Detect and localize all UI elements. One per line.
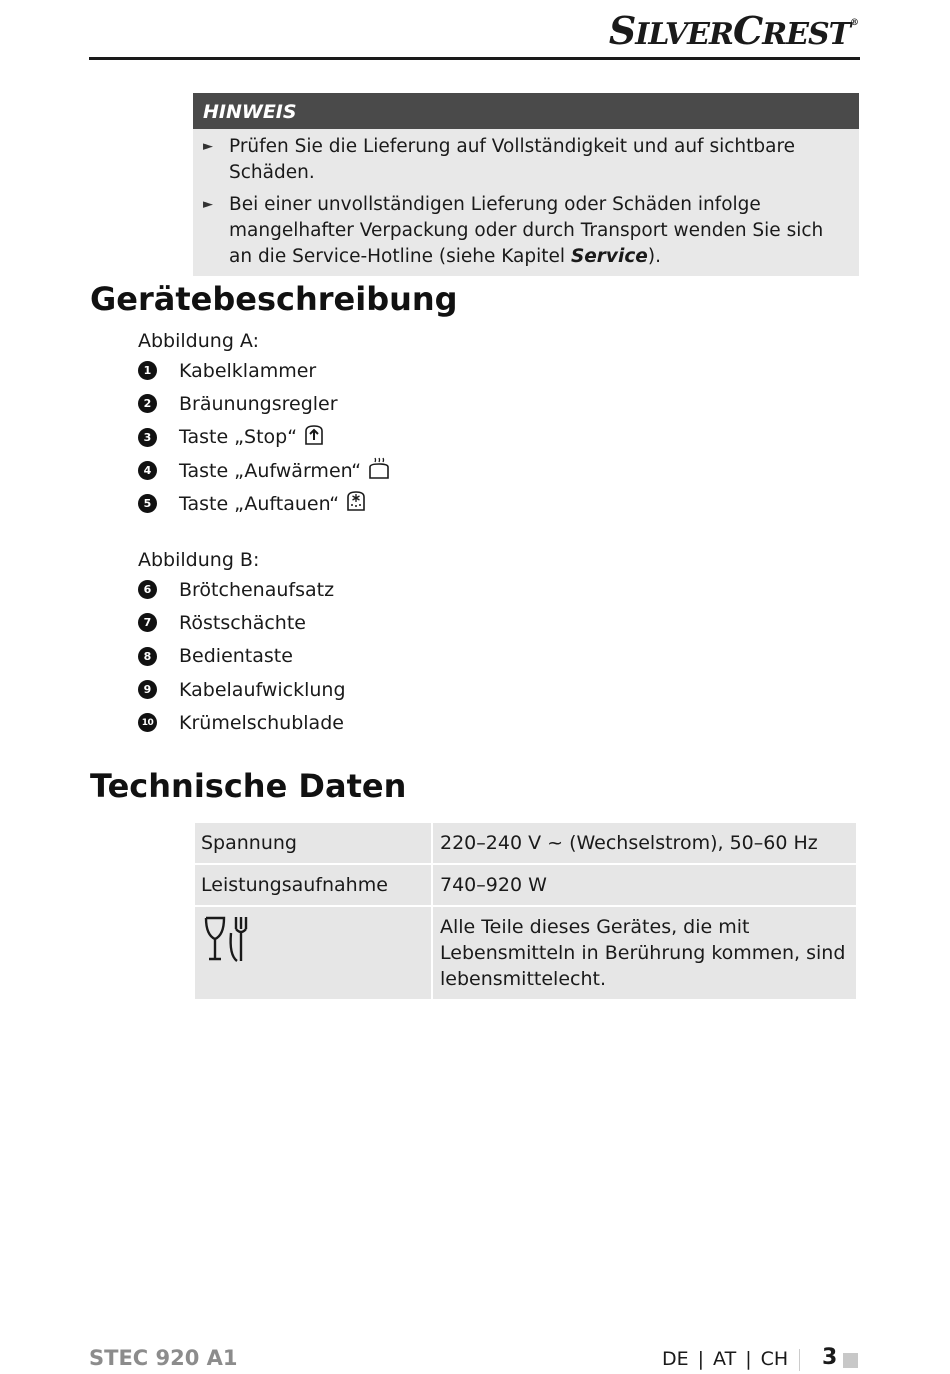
list-item [138, 673, 346, 706]
list-item [138, 640, 346, 673]
list-item [138, 387, 391, 420]
item-label: Taste „Auftauen“ [179, 492, 340, 515]
food-safe-glass-fork-icon [203, 946, 249, 968]
table-row [195, 907, 856, 999]
list-item [138, 487, 391, 520]
list-item [138, 606, 346, 639]
reheat-toast-icon [367, 457, 391, 484]
tech-table [195, 823, 856, 1001]
table-value-cell: 220–240 V ~ (Wechselstrom), 50–60 Hz [433, 823, 856, 863]
item-number-badge: 10 [138, 713, 157, 732]
list-item [138, 706, 346, 739]
note-bullet [203, 192, 845, 270]
item-number-badge: 5 [138, 494, 157, 513]
section-heading-description: Gerätebeschreibung [90, 280, 458, 318]
table-row [195, 823, 856, 863]
page-number: 3 [822, 1345, 838, 1370]
note-box [193, 93, 859, 276]
item-label: Taste „Aufwärmen“ [179, 459, 362, 482]
table-key-cell: Leistungsaufnahme [195, 865, 431, 905]
note-bullet-text: Prüfen Sie die Lieferung auf Vollständigkeit und auf sichtbare Schäden. [229, 136, 796, 183]
item-label: Krümelschublade [179, 711, 344, 734]
item-label: Bedientaste [179, 645, 293, 668]
footer-divider [799, 1349, 800, 1371]
bullet-arrow-icon: ► [203, 139, 213, 154]
figure-a-list [138, 354, 391, 520]
list-item [138, 454, 391, 487]
table-key-cell: Spannung [195, 823, 431, 863]
item-number-badge: 8 [138, 647, 157, 666]
note-title: HINWEIS [193, 93, 859, 129]
footer-languages: DE | AT | CH [662, 1348, 789, 1370]
table-value-cell: Alle Teile dieses Gerätes, die mit Lebensmitteln in Berührung kommen, sind lebensmittelecht. [433, 907, 856, 999]
header-divider [89, 57, 860, 60]
item-number-badge: 6 [138, 580, 157, 599]
page-marker [843, 1353, 858, 1368]
item-number-badge: 3 [138, 428, 157, 447]
list-item [138, 573, 346, 606]
footer-model: STEC 920 A1 [89, 1346, 238, 1370]
figure-a-label: Abbildung A: [138, 330, 259, 352]
defrost-toast-icon [345, 490, 367, 517]
figure-b-list [138, 573, 346, 739]
item-number-badge: 7 [138, 613, 157, 632]
note-body [193, 129, 859, 276]
table-row [195, 865, 856, 905]
item-label: Bräunungsregler [179, 392, 338, 415]
note-bullet-text: Bei einer unvollständigen Lieferung oder Schäden infolge mangelhafter Verpackung oder durch Transport wenden Sie sich an die Service-Hotline (siehe Kapitel Service). [229, 194, 824, 267]
brand-logo: SILVERCREST® [608, 8, 858, 53]
item-number-badge: 9 [138, 680, 157, 699]
item-number-badge: 2 [138, 394, 157, 413]
item-label: Kabelaufwicklung [179, 678, 346, 701]
section-heading-tech: Technische Daten [90, 767, 407, 805]
note-bullet [203, 134, 845, 186]
service-chapter-ref: Service [570, 246, 648, 267]
bullet-arrow-icon: ► [203, 197, 213, 212]
item-label: Brötchenaufsatz [179, 578, 335, 601]
item-label: Kabelklammer [179, 359, 317, 382]
table-value-cell: 740–920 W [433, 865, 856, 905]
stop-toast-icon [303, 424, 325, 451]
item-label: Röstschächte [179, 611, 306, 634]
list-item [138, 354, 391, 387]
item-number-badge: 1 [138, 361, 157, 380]
figure-b-label: Abbildung B: [138, 549, 260, 571]
list-item [138, 421, 391, 454]
item-label: Taste „Stop“ [179, 426, 298, 449]
item-number-badge: 4 [138, 461, 157, 480]
table-key-cell [195, 907, 431, 999]
